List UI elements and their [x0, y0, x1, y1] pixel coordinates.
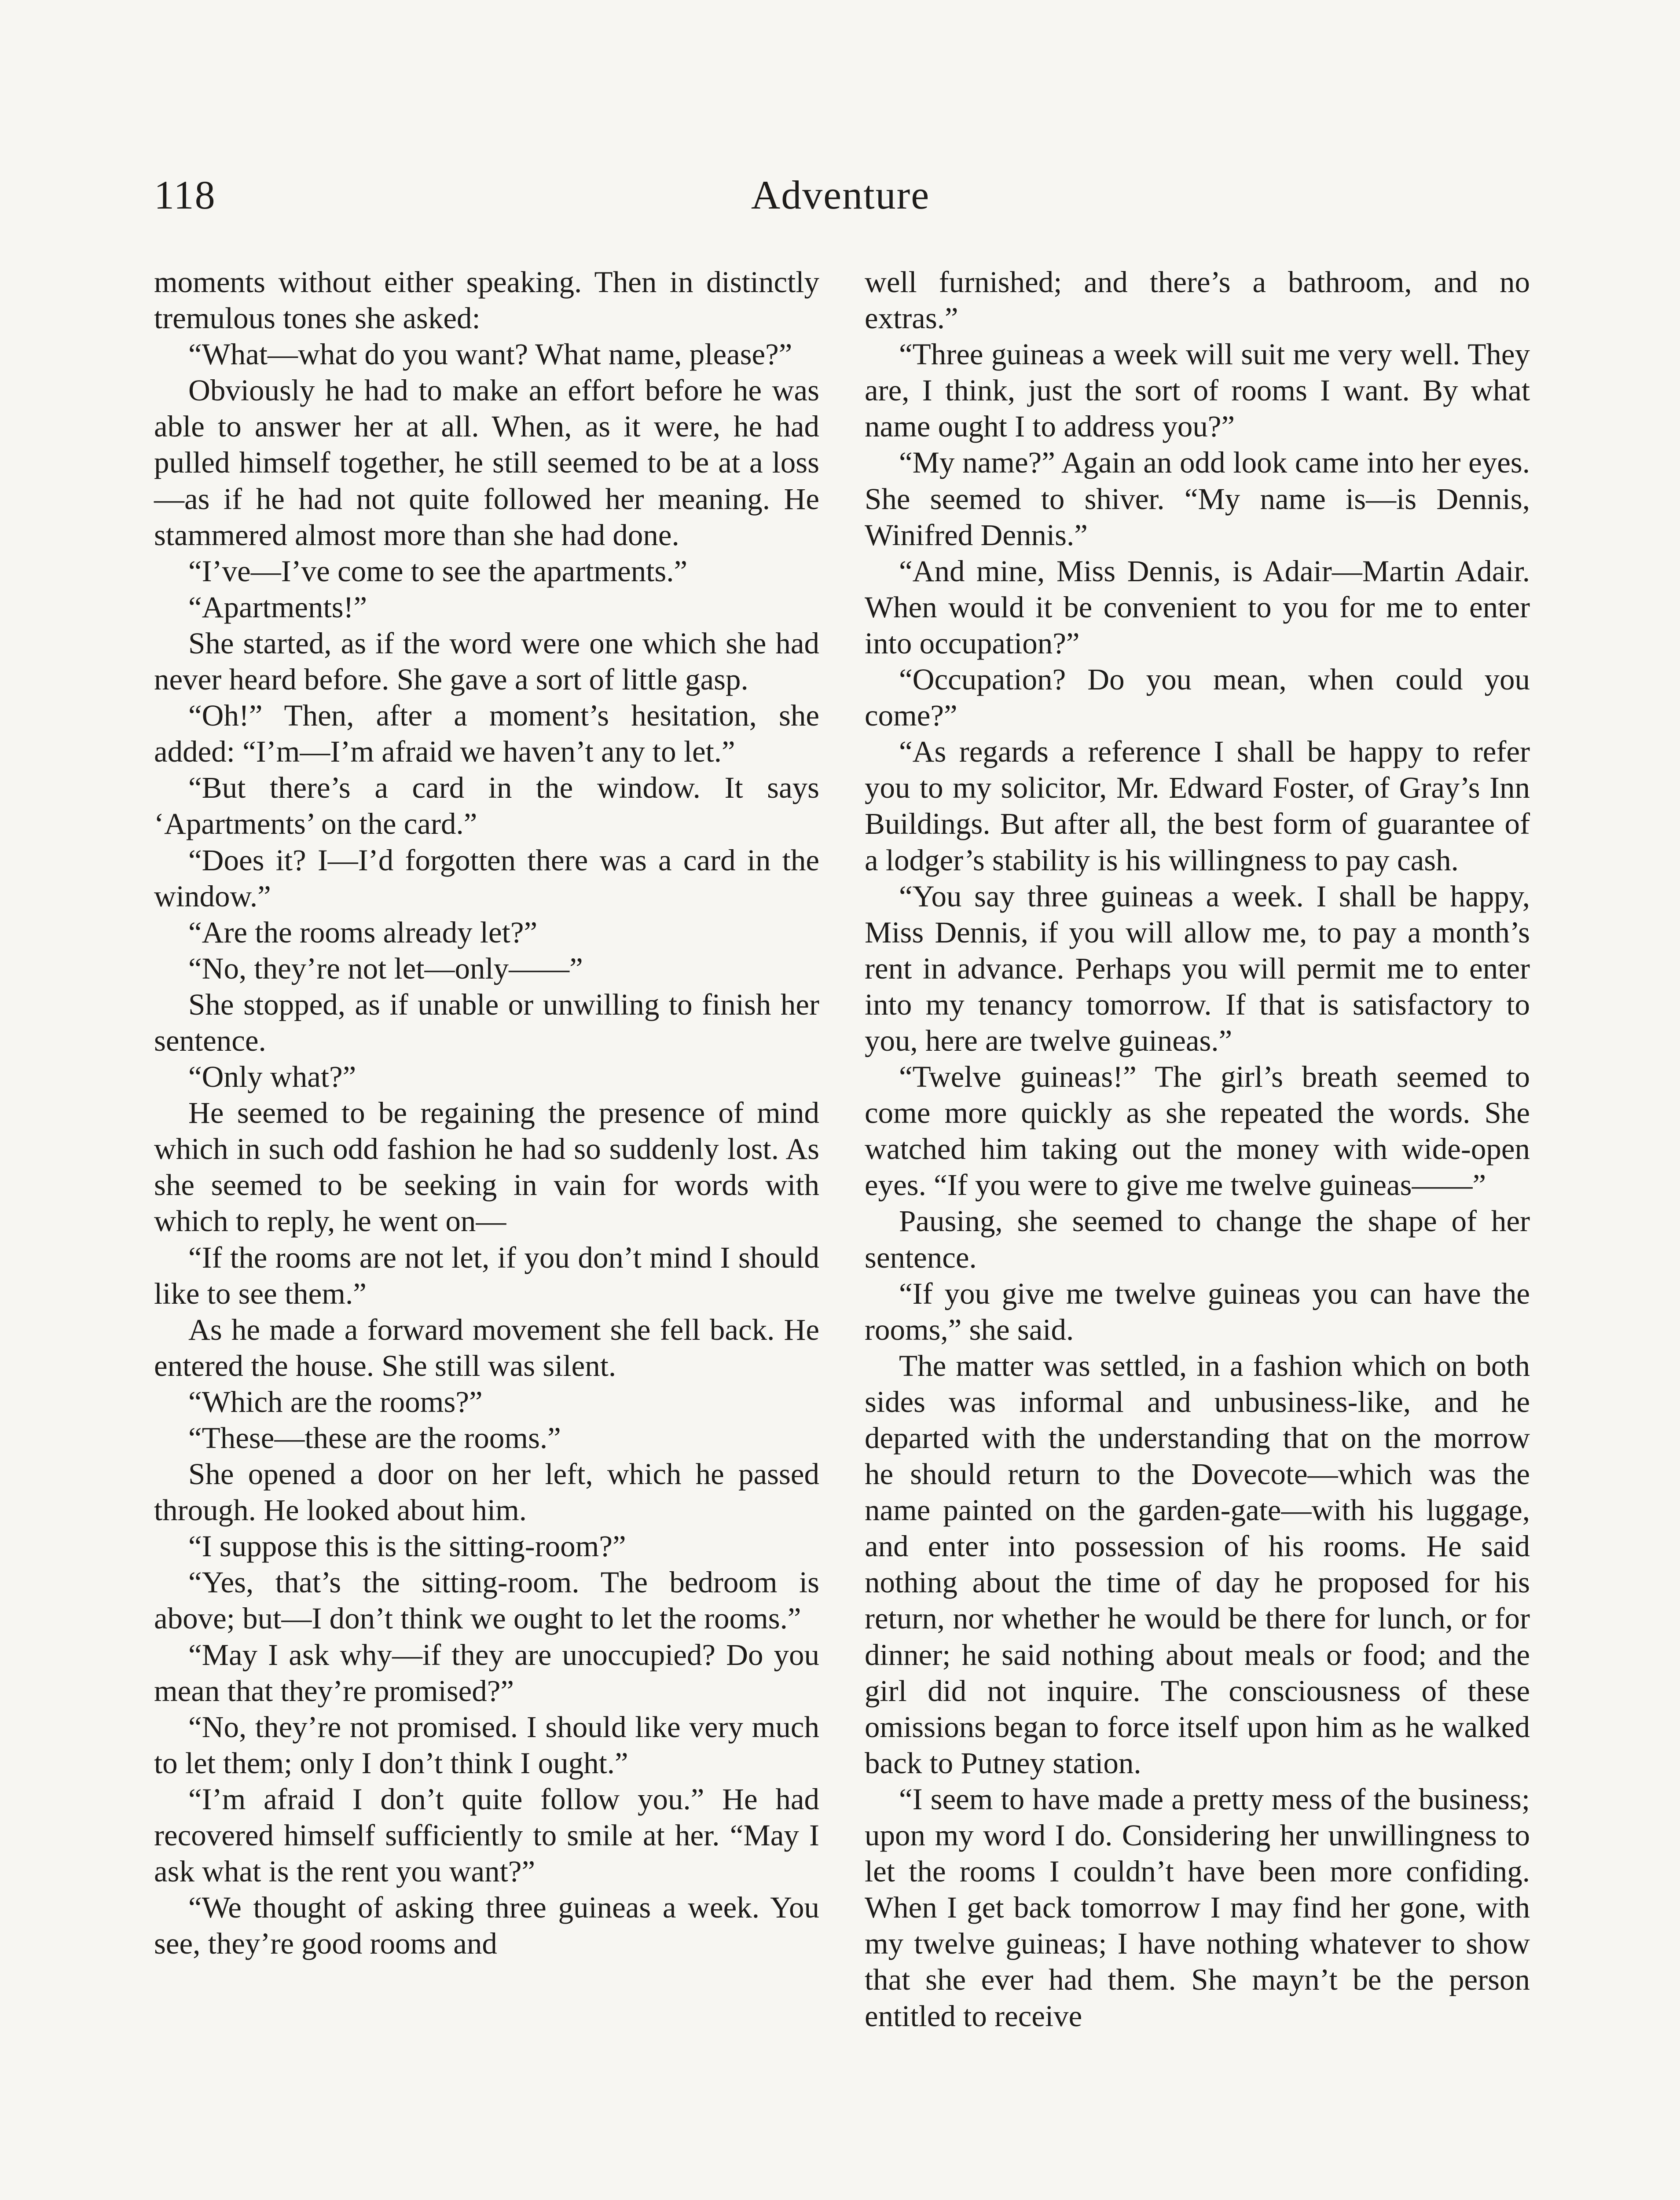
paragraph: She started, as if the word were one which she had never heard before. She gave a sort of little gasp.: [154, 626, 819, 697]
paragraph: “We thought of asking three guineas a week. You see, they’re good rooms and: [154, 1891, 819, 1961]
paragraph: She stopped, as if unable or unwilling to finish her sentence.: [154, 987, 819, 1057]
paragraph: “Are the rooms already let?”: [188, 915, 538, 949]
paragraph: She opened a door on her left, which he passed through. He looked about him.: [154, 1457, 819, 1527]
paragraph: Obviously he had to make an effort before he was able to answer her at all. When, as it were, he had pulled himself together, he still seemed to be at a loss—as if he had not quite followed her meaning. He stammered almost more than she had done.: [154, 374, 819, 552]
paragraph: “Apartments!”: [188, 590, 367, 624]
paragraph: “Three guineas a week will suit me very well. They are, I think, just the sort of rooms I want. By what name ought I to address you?”: [865, 337, 1530, 444]
paragraph: moments without either speaking. Then in distinctly tremulous tones she asked:: [154, 265, 819, 335]
text-column-left: [154, 264, 819, 1962]
paragraph: “I suppose this is the sitting-room?”: [188, 1529, 626, 1563]
paragraph: “If you give me twelve guineas you can have the rooms,” she said.: [865, 1276, 1530, 1346]
paragraph: “Occupation? Do you mean, when could you come?”: [865, 663, 1530, 733]
paragraph: “You say three guineas a week. I shall be happy, Miss Dennis, if you will allow me, to pay a month’s rent in advance. Perhaps you will permit me to enter into my tenancy tomorrow. If that is satisfactory to you, here are twelve guineas.”: [865, 879, 1530, 1057]
paragraph: “What—what do you want? What name, please?”: [188, 337, 792, 371]
paragraph: “No, they’re not promised. I should like very much to let them; only I don’t think I ought.”: [154, 1710, 819, 1780]
page-header: [154, 172, 1527, 238]
page-number: 118: [154, 172, 216, 217]
paragraph: As he made a forward movement she fell back. He entered the house. She still was silent.: [154, 1313, 819, 1382]
paragraph: “My name?” Again an odd look came into her eyes. She seemed to shiver. “My name is—is Dennis, Winifred Dennis.”: [865, 446, 1530, 552]
paragraph: well furnished; and there’s a bathroom, and no extras.”: [865, 265, 1530, 335]
paragraph: “And mine, Miss Dennis, is Adair—Martin Adair. When would it be convenient to you for me to enter into occupation?”: [865, 554, 1530, 660]
paragraph: “Oh!” Then, after a moment’s hesitation, she added: “I’m—I’m afraid we haven’t any to let.”: [154, 699, 819, 769]
paragraph: The matter was settled, in a fashion which on both sides was informal and unbusiness-like, and he departed with the understanding that on the morrow he should return to the Dovecote—which was the name painted on the garden-gate—with his luggage, and enter into possession of his rooms. He said nothing about the time of day he proposed for his return, nor whether he would be there for lunch, or for dinner; he said nothing about meals or food; and the girl did not inquire. The consciousness of these omissions began to force itself upon him as he walked back to Putney station.: [865, 1349, 1530, 1780]
paragraph: “No, they’re not let—only——”: [188, 951, 583, 985]
paragraph: He seemed to be regaining the presence of mind which in such odd fashion he had so suddenly lost. As she seemed to be seeking in vain for words with which to reply, he went on—: [154, 1096, 819, 1238]
paragraph: “As regards a reference I shall be happy to refer you to my solicitor, Mr. Edward Foster, of Gray’s Inn Buildings. But after all, the best form of guarantee of a lodger’s stability is his willingness to pay cash.: [865, 735, 1530, 877]
paragraph: Pausing, she seemed to change the shape of her sentence.: [865, 1204, 1530, 1274]
paragraph: “I’ve—I’ve come to see the apartments.”: [188, 554, 688, 588]
text-column-right: [865, 264, 1530, 2034]
paragraph: “Yes, that’s the sitting-room. The bedroom is above; but—I don’t think we ought to let the rooms.”: [154, 1566, 819, 1635]
paragraph: “If the rooms are not let, if you don’t mind I should like to see them.”: [154, 1240, 819, 1310]
paragraph: “Does it? I—I’d forgotten there was a card in the window.”: [154, 843, 819, 913]
paragraph: “Only what?”: [188, 1060, 356, 1094]
paragraph: “These—these are the rooms.”: [188, 1421, 561, 1455]
paragraph: “Which are the rooms?”: [188, 1385, 483, 1419]
paragraph: “Twelve guineas!” The girl’s breath seemed to come more quickly as she repeated the words. She watched him taking out the money with wide-open eyes. “If you were to give me twelve guineas——”: [865, 1060, 1530, 1202]
paragraph: “I seem to have made a pretty mess of the business; upon my word I do. Considering her unwillingness to let the rooms I couldn’t have been more confiding. When I get back tomorrow I may find her gone, with my twelve guineas; I have nothing whatever to show that she ever had them. She mayn’t be the person entitled to receive: [865, 1782, 1530, 2033]
paragraph: “But there’s a card in the window. It says ‘Apartments’ on the card.”: [154, 771, 819, 841]
running-title: Adventure: [751, 172, 930, 217]
paragraph: “I’m afraid I don’t quite follow you.” He had recovered himself sufficiently to smile at her. “May I ask what is the rent you want?”: [154, 1782, 819, 1888]
paragraph: “May I ask why—if they are unoccupied? Do you mean that they’re promised?”: [154, 1638, 819, 1708]
